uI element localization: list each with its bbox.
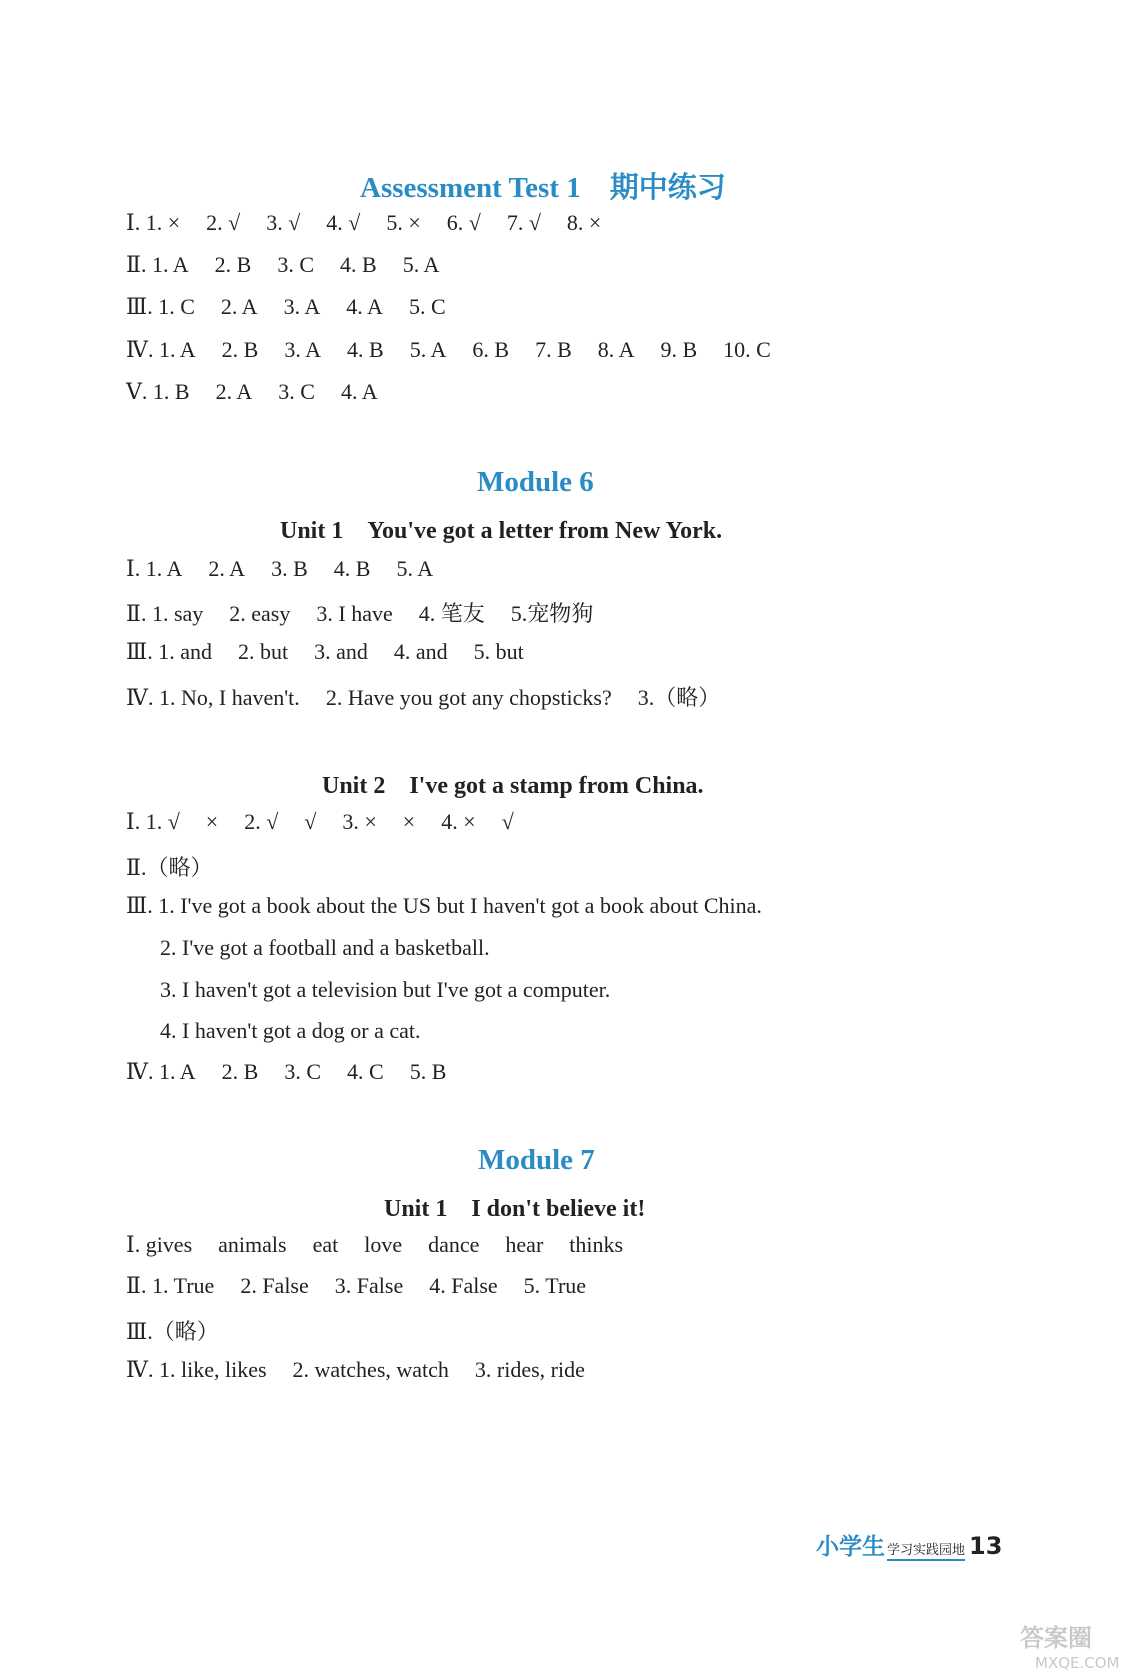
answer-row <box>126 1232 623 1258</box>
answer-item: 3. C <box>278 379 315 404</box>
answer-item: Ⅰ. gives <box>126 1232 193 1257</box>
answer-row <box>126 1315 219 1346</box>
answer-item: √ <box>501 809 514 834</box>
answer-item: 9. B <box>660 337 698 362</box>
module7-title: Module 7 <box>478 1144 595 1176</box>
answer-row <box>126 639 524 665</box>
answer-row <box>126 681 720 712</box>
watermark-url: MXQE.COM <box>1035 1654 1120 1672</box>
assessment-title: Assessment Test 1 期中练习 <box>360 172 726 204</box>
answer-item: Ⅱ. 1. A <box>126 252 189 277</box>
answer-item: 5. C <box>408 294 446 319</box>
answer-row <box>126 210 601 236</box>
answer-item: × <box>402 809 416 834</box>
answer-item: 2. A <box>208 556 246 581</box>
answer-item: 4. B <box>333 556 371 581</box>
answer-item: 3. False <box>334 1273 404 1298</box>
answer-item: 8. A <box>597 337 635 362</box>
answer-item: eat <box>312 1232 339 1257</box>
answer-item: Ⅲ. 1. and <box>126 639 212 664</box>
answer-item: 4. C <box>347 1059 384 1084</box>
answer-item: hear <box>505 1232 544 1257</box>
answer-row <box>126 851 212 882</box>
answer-item: 5.宠物狗 <box>510 601 594 626</box>
answer-row <box>126 379 378 405</box>
answer-item: 2. A <box>220 294 258 319</box>
answer-item: 3.（略） <box>637 685 721 710</box>
brand-logo: 小学生 <box>816 1534 885 1560</box>
answer-item: 3. I haven't got a television but I've got a computer. <box>160 977 611 1002</box>
answer-row <box>126 597 593 628</box>
answer-item: 5. × <box>386 210 421 235</box>
answer-item: 5. A <box>396 556 434 581</box>
answer-row <box>126 1357 585 1383</box>
answer-row <box>126 252 439 278</box>
answer-item: 4. A <box>340 379 378 404</box>
answer-item: animals <box>218 1232 287 1257</box>
footer-brand <box>816 1528 1002 1561</box>
answer-item: 4. A <box>346 294 383 319</box>
answer-item: 4. B <box>340 252 377 277</box>
answer-item: 2. A <box>215 379 253 404</box>
answer-row <box>126 893 762 919</box>
answer-item: 4. False <box>429 1273 498 1298</box>
answer-item: 2. but <box>237 639 289 664</box>
answer-item: 6. B <box>472 337 510 362</box>
answer-item: 4. I haven't got a dog or a cat. <box>160 1018 421 1043</box>
answer-item: 5. A <box>409 337 447 362</box>
answer-row <box>126 337 771 363</box>
answer-item: thinks <box>569 1232 624 1257</box>
answer-item: 3. √ <box>266 210 301 235</box>
answer-item: dance <box>428 1232 480 1257</box>
answer-item: 2. Have you got any chopsticks? <box>325 685 612 710</box>
answer-item: 2. B <box>221 1059 259 1084</box>
answer-item: Ⅳ. 1. like, likes <box>126 1357 267 1382</box>
answer-item: 2. B <box>214 252 252 277</box>
answer-item: love <box>364 1232 403 1257</box>
answer-item: 3. B <box>271 556 308 581</box>
answer-row <box>126 1273 586 1299</box>
answer-row <box>126 809 514 835</box>
answer-item: Ⅱ.（略） <box>126 855 213 880</box>
answer-item: 5. B <box>409 1059 447 1084</box>
answer-item: 4. √ <box>326 210 361 235</box>
answer-row <box>126 1059 446 1085</box>
answer-row <box>160 1018 421 1044</box>
answer-item: 5. but <box>473 639 524 664</box>
answer-item: 7. √ <box>506 210 541 235</box>
answer-item: 3. C <box>284 1059 322 1084</box>
module6-unit2-title: Unit 2 I've got a stamp from China. <box>322 773 704 799</box>
answer-item: 7. B <box>535 337 572 362</box>
answer-item: 3. and <box>314 639 368 664</box>
answer-item: Ⅲ. 1. C <box>126 294 195 319</box>
answer-item: 5. True <box>523 1273 587 1298</box>
watermark-logo: 答案圈 <box>1020 1624 1092 1652</box>
answer-row <box>160 935 490 961</box>
brand-subtitle: 学习实践园地 <box>887 1543 965 1561</box>
answer-item: 3. C <box>277 252 315 277</box>
answer-item: 3. rides, ride <box>474 1357 585 1382</box>
answer-item: 3. A <box>283 294 321 319</box>
answer-item: 2. easy <box>229 601 291 626</box>
answer-item: Ⅳ. 1. A <box>126 1059 196 1084</box>
answer-item: 2. I've got a football and a basketball. <box>160 935 490 960</box>
answer-item: 5. A <box>402 252 440 277</box>
answer-item: Ⅴ. 1. B <box>126 379 190 404</box>
answer-row <box>126 294 446 320</box>
answer-row <box>160 977 610 1003</box>
answer-row <box>126 556 433 582</box>
answer-item: Ⅰ. 1. × <box>126 210 181 235</box>
answer-item: 4. 笔友 <box>418 601 485 626</box>
answer-item: √ <box>304 809 317 834</box>
answer-item: 2. √ <box>244 809 279 834</box>
answer-item: Ⅲ. 1. I've got a book about the US but I haven't got a book about China. <box>126 893 762 918</box>
answer-item: Ⅰ. 1. A <box>126 556 183 581</box>
module7-unit1-title: Unit 1 I don't believe it! <box>384 1196 646 1222</box>
answer-item: × <box>205 809 219 834</box>
answer-item: 4. × <box>441 809 476 834</box>
answer-item: Ⅰ. 1. √ <box>126 809 180 834</box>
answer-item: 2. watches, watch <box>292 1357 449 1382</box>
answer-item: 10. C <box>723 337 771 362</box>
answer-item: Ⅱ. 1. say <box>126 601 204 626</box>
module6-title: Module 6 <box>477 466 594 498</box>
answer-item: Ⅲ.（略） <box>126 1319 219 1344</box>
page-number: 13 <box>969 1532 1003 1560</box>
answer-item: 8. × <box>566 210 602 235</box>
answer-item: 2. False <box>240 1273 309 1298</box>
answer-item: 3. A <box>284 337 322 362</box>
answer-item: Ⅱ. 1. True <box>126 1273 215 1298</box>
module6-unit1-title: Unit 1 You've got a letter from New York. <box>280 518 723 544</box>
answer-item: 4. and <box>393 639 448 664</box>
answer-item: 2. √ <box>206 210 241 235</box>
answer-item: 3. × <box>342 809 377 834</box>
answer-item: 4. B <box>347 337 384 362</box>
answer-item: 3. I have <box>316 601 393 626</box>
answer-item: Ⅳ. 1. No, I haven't. <box>126 685 300 710</box>
answer-item: 2. B <box>221 337 259 362</box>
answer-item: 6. √ <box>446 210 481 235</box>
answer-item: Ⅳ. 1. A <box>126 337 196 362</box>
